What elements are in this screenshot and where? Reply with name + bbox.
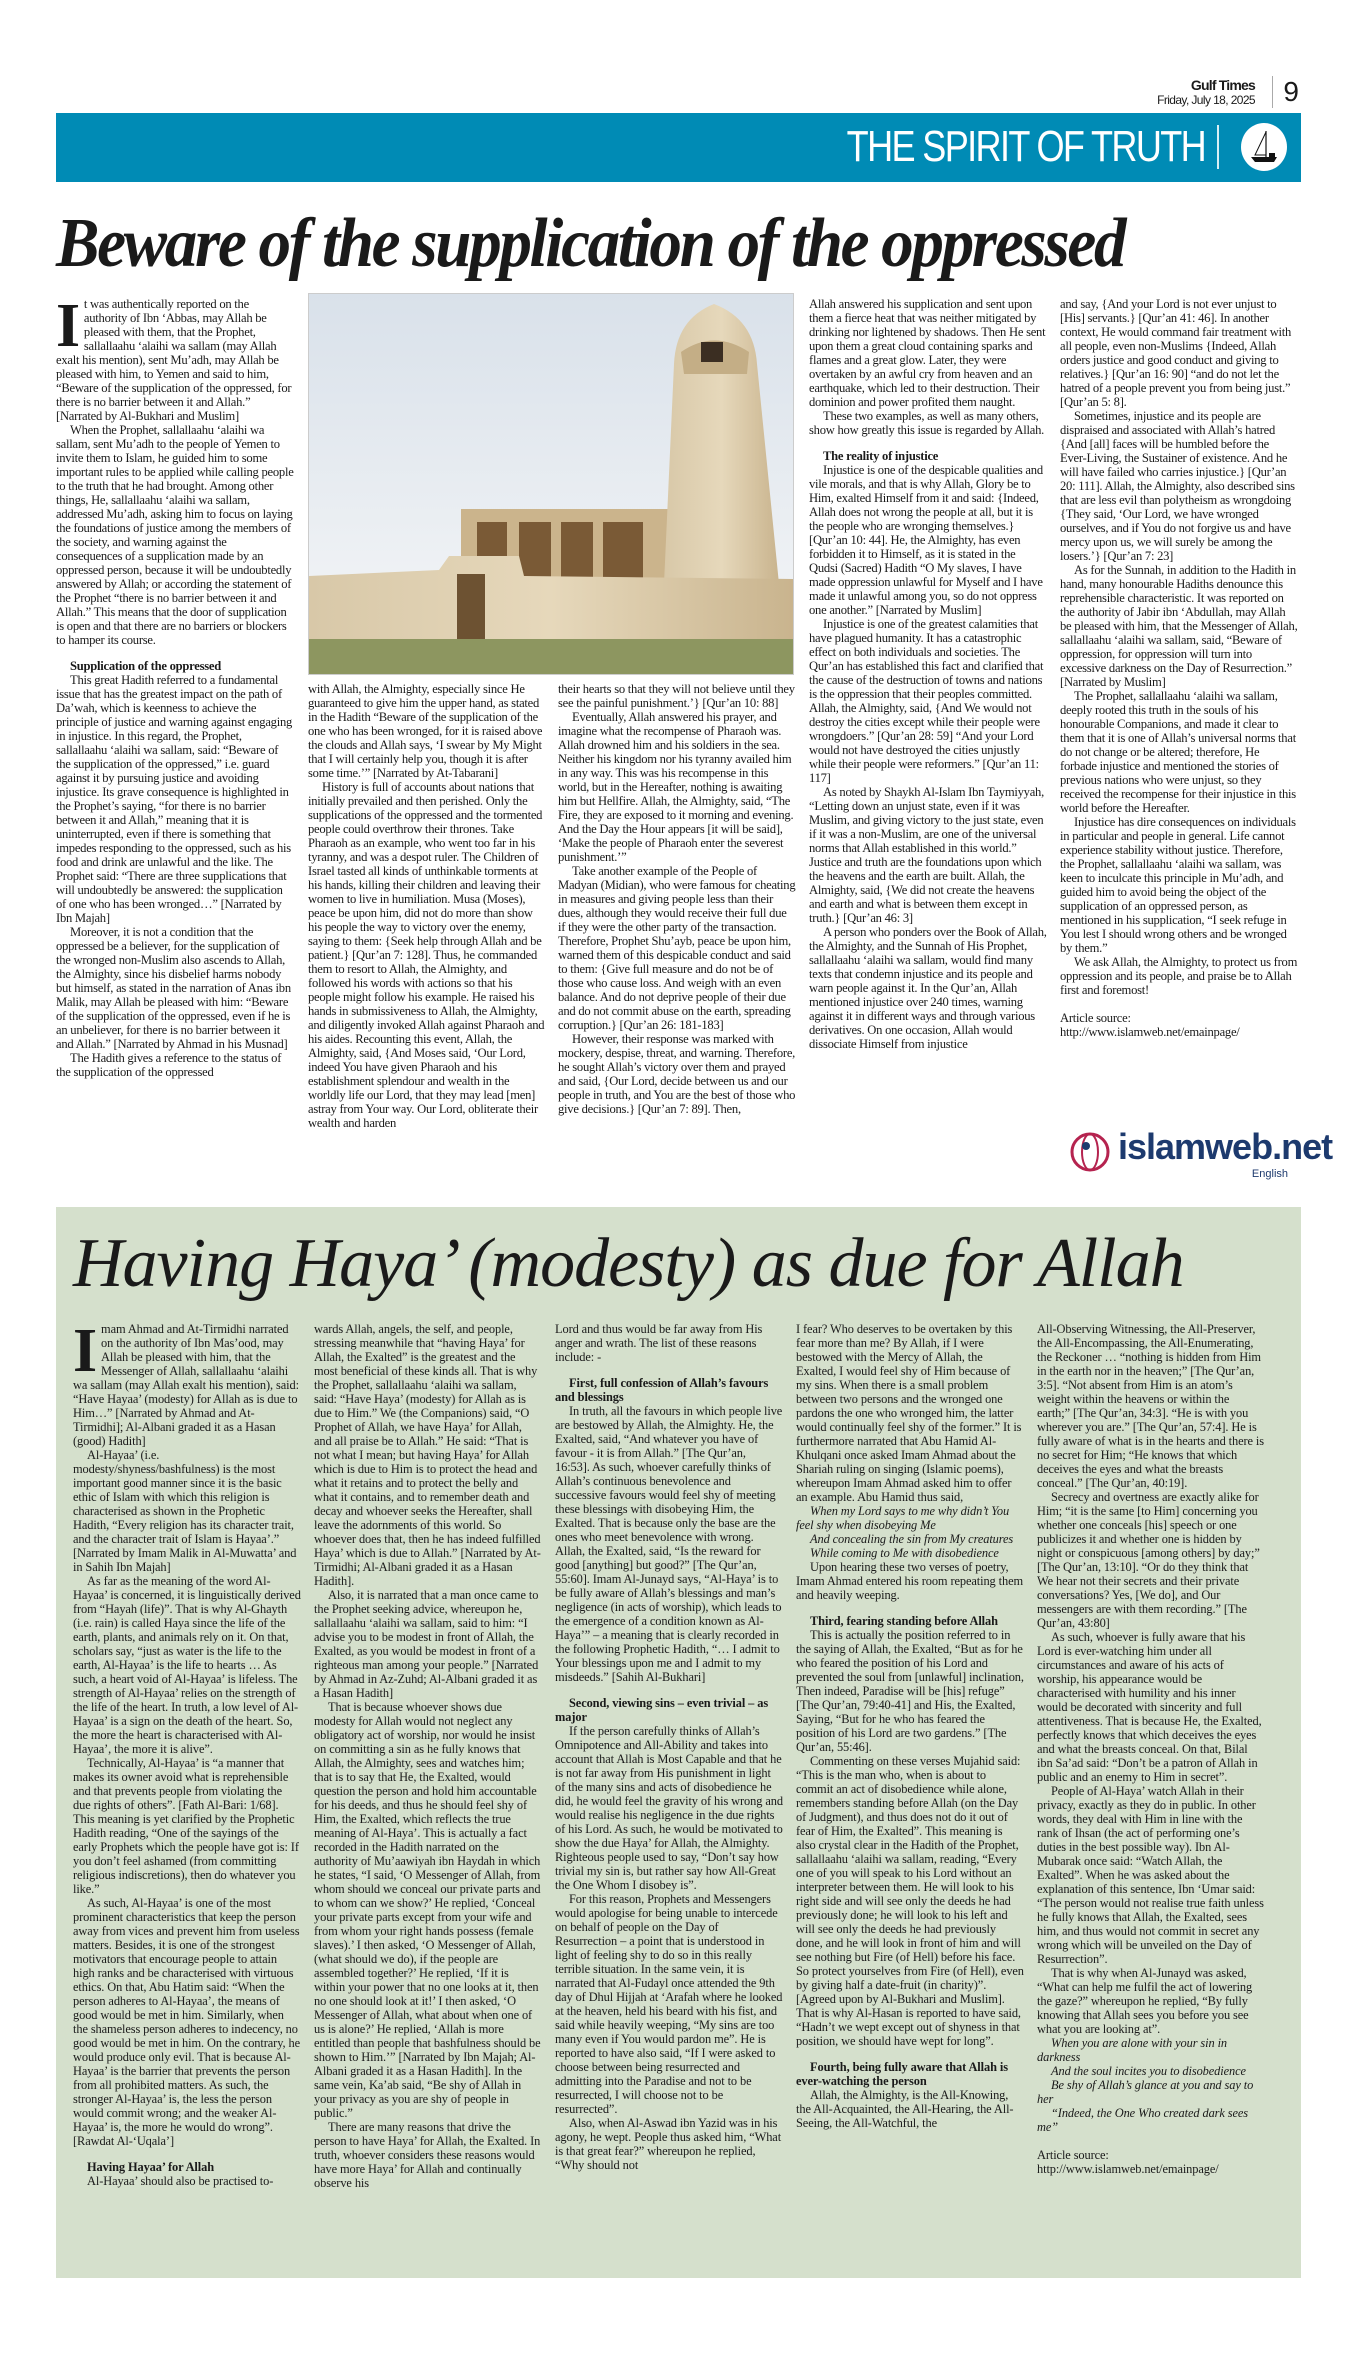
- dhow-boat-icon: [1241, 123, 1287, 171]
- paragraph-continued: I fear? Who deserves to be overtaken by this fear more than me? By Allah, if I were bestowed with the Mercy of Allah, the Exalted, I would feel shy of Him because of my sins. When there is a small problem between two persons and the wronged one pardons the one who wronged him, the latter would continually feel shy of the former.” It is furthermore narrated that Abu Hamid Al-Khulqani once asked Imam Ahmad about the Shariah ruling on singing (Islamic poems), whereupon Imam Ahmad asked him to offer an example. Abu Hamid thus said,: [796, 1322, 1022, 1504]
- paragraph: That is because whoever shows due modesty for Allah would not neglect any obligatory act of worship, nor would he insist on committing a sin as he fully knows that Allah, the Almighty, sees and watches him; that is to say that He, the Exalted, would question the person and hold him accountable for his deeds, and thus he should feel shy of Him, the Exalted, which reflects the true meaning of Al-Haya’. This is actually a fact recorded in the Hadith narrated on the authority of Mu’aawiyah ibn Haydah in which he states, “I said, ‘O Messenger of Allah, from whom should we conceal our private parts and to whom can we show?’ He replied, ‘Conceal your private parts except from your wife and from whom your right hands possess (female slaves).’ I then asked, ‘O Messenger of Allah, (what should we do), if the people are assembled together?’ He replied, ‘If it is within your power that no one looks at it, then no one should look at it!’ I then asked, ‘O Messenger of Allah, what about when one of us is alone?’ He replied, ‘Allah is more entitled than people that bashfulness should be shown to Him.’” [Narrated by Ibn Majah; Al-Albani graded it as a Hasan Hadith]. In the same vein, Ka’ab said, “Be shy of Allah in your privacy as you are shy of people in public.”: [314, 1700, 541, 2120]
- paragraph: Also, when Al-Aswad ibn Yazid was in his agony, he wept. People thus asked him, “What is that great fear?” whereupon he replied, “Why should not: [555, 2116, 782, 2172]
- paragraph: A person who ponders over the Book of Allah, the Almighty, and the Sunnah of His Prophet, sallallaahu ‘alaihi wa sallam, would find many texts that condemn injustice and its people and warn people against it. In the Qur’an, Allah mentioned injustice over 240 times, warning against it in different ways and through various derivatives. On one occasion, Allah would dissociate Himself from injustice: [809, 925, 1047, 1051]
- paragraph: As such, Al-Hayaa’ is one of the most prominent characteristics that keep the person away from vices and prevent him from useless matters. Besides, it is one of the strongest motivators that encourage people to attain high ranks and be characterised with virtuous ethics. On that, Abu Hatim said: “When the person adheres to Al-Hayaa’, the means of good would be met in him. Similarly, when the shameless person adheres to indecency, no good would be met in him. On the contrary, he would produce only evil. That is because Al-Hayaa’ is the barrier that prevents the person from all prohibited matters. As such, the stronger Al-Hayaa’ is, the less the person would commit wrong; and the weaker Al-Hayaa’ is, the more he would do wrong”. [Rawdat Al-‘Uqala’]: [73, 1896, 300, 2148]
- article-1-column-4: [809, 297, 1047, 1190]
- article-1-column-2: [308, 682, 546, 1190]
- paragraph: Al-Hayaa’ should also be practised to-: [87, 2174, 274, 2188]
- poem-verse: When you are alone with your sin in darkness: [1037, 2036, 1228, 2064]
- paragraph-continued: and say, {And your Lord is not ever unjust to [His] servants.} [Qur’an 41: 46]. In another context, He would command fair treatment with all people, even non-Muslims {Indeed, Allah orders justice and good conduct and giving to relatives.} [Qur’an 16: 90] “and do not let the hatred of a people prevent you from being just.” [Qur’an 5: 8].: [1060, 297, 1292, 409]
- logo-subtext: English: [1251, 1168, 1288, 1180]
- article-2-column-3: [555, 1322, 783, 2267]
- paragraph: As noted by Shaykh Al-Islam Ibn Taymiyyah, “Letting down an unjust state, even if it was Muslim, and giving victory to the just state, even if it was a non-Muslim, are one of the universal norms that Allah established in this world.” Justice and truth are the foundations upon which the heavens and the earth are built. Allah, the Almighty, said, {We did not create the heavens and earth and what is between them except in truth.} [Qur’an 46: 3]: [809, 785, 1044, 925]
- article-1-headline: Beware of the supplication of the oppressed: [56, 205, 1125, 282]
- paragraph: Al-Hayaa’ (i.e. modesty/shyness/bashfulness) is the most important good manner since it is the basic ethic of Islam with which this religion is characterised as shown in the Prophetic Hadith, “Every religion has its character trait, and the character trait of Islam is Hayaa’.” [Narrated by Imam Malik in Al-Muwatta’ and in Sahih Ibn Majah]: [73, 1448, 297, 1574]
- paragraph: That is why when Al-Junayd was asked, “What can help me fulfil the act of lowering the gaze?” whereupon he replied, “By fully knowing that Allah sees you before you see what you are looking at”.: [1037, 1966, 1253, 2036]
- logo-text: islamweb.net: [1118, 1126, 1333, 1167]
- section-banner: [56, 113, 1301, 182]
- article-source: Article source: http://www.islamweb.net/emainpage/: [1060, 1011, 1240, 1039]
- paragraph: As for the Sunnah, in addition to the Hadith in hand, many honourable Hadiths denounce this reprehensible characteristic. It was reported on the authority of Jabir ibn ‘Abdullah, may Allah be pleased with him, that the Messenger of Allah, sallallaahu ‘alaihi wa sallam, said, “Beware of oppression, for oppression will turn into excessive darkness on the Day of Resurrection.” [Narrated by Muslim]: [1060, 563, 1298, 689]
- paragraph-continued: their hearts so that they will not believe until they see the painful punishment.’} [Qur’an 10: 88]: [558, 682, 795, 710]
- paragraph: However, their response was marked with mockery, despise, threat, and warning. Therefore, he sought Allah’s victory over them and prayed and said, {Our Lord, decide between us and our people in truth, and You are the best of those who give decisions.} [Qur’an 7: 89]. Then,: [558, 1032, 796, 1116]
- islamweb-globe-icon: [1066, 1128, 1114, 1172]
- paragraph-continued: All-Observing Witnessing, the All-Preserver, the All-Encompassing, the All-Enumerating, the Reckoner … “nothing is hidden from Him in the earth nor in the heaven;” [The Qur’an, 3:5]. “Not absent from Him is an atom’s weight within the heavens or within the earth;” [The Qur’an, 34:3]. “He is with you wherever you are.” [The Qur’an, 57:4]. He is fully aware of what is in the hearts and there is no secret for Him; “He knows that which deceives the eyes and what the breasts conceal.” [The Qur’an, 40:19].: [1037, 1322, 1265, 1490]
- paragraph: The Prophet, sallallaahu ‘alaihi wa sallam, deeply rooted this truth in the souls of his honourable Companions, and made it clear to them that it is one of Allah’s universal norms that do not change or be altered; therefore, He forbade injustice and mentioned the stories of previous nations who were unjust, so they received the recompense for their injustice in this world before the Hereafter.: [1060, 689, 1296, 815]
- paragraph-continued: Allah answered his supplication and sent upon them a fierce heat that was neither mitigated by drinking nor lightened by shadows. Then He sent upon them a great cloud containing sparks and flames and a great glow. Later, they were overtaken by an awful cry from heaven and an earthquake, which led to their destruction. Their dominion and power profited them naught.: [809, 297, 1046, 409]
- paragraph: Sometimes, injustice and its people are dispraised and associated with Allah’s hatred {And [all] faces will be humbled before the Ever-Living, the Sustainer of existence. And he will have failed who carries injustice.} [Qur’an 20: 111]. Allah, the Almighty, also described sins that are less evil than polytheism as wrongdoing {They said, ‘Our Lord, we have wronged ourselves, and if You do not forgive us and have mercy upon us, we will surely be among the losers.’} [Qur’an 7: 23]: [1060, 409, 1295, 563]
- article-1-column-5: [1060, 297, 1298, 1122]
- paragraph-continued: with Allah, the Almighty, especially since He guaranteed to give him the upper hand, as stated in the Hadith “Beware of the supplication of the one who has been wronged, for it is raised above the clouds and Allah says, ‘I swear by My Might that I will certainly help you, though it is after some time.’” [Narrated by At-Tabarani]: [308, 682, 543, 780]
- subheading: Third, fearing standing before Allah: [810, 1614, 998, 1628]
- paragraph: The Hadith gives a reference to the status of the supplication of the oppressed: [56, 1051, 282, 1079]
- section-title: THE SPIRIT OF TRUTH: [846, 122, 1205, 171]
- subheading: Supplication of the oppressed: [70, 659, 222, 673]
- paragraph: Moreover, it is not a condition that the oppressed be a believer, for the supplication of the wronged non-Muslim also ascends to Allah, the Almighty, since his disbelief harms nobody but himself, as stated in the narration of Anas ibn Malik, may Allah be pleased with him: “Beware of the supplication of the oppressed, even if he is an unbeliever, for there is no barrier between it and Allah.” [Narrated by Ahmad in his Musnad]: [56, 925, 291, 1051]
- poem-verse: While coming to Me with disobedience: [810, 1546, 999, 1560]
- paragraph: Commenting on these verses Mujahid said: “This is the man who, when is about to commit an act of disobedience while alone, remembers standing before Allah (on the Day of Judgment), and thus does not do it out of fear of Him, the Exalted”. This meaning is also crystal clear in the Hadith of the Prophet, sallallaahu ‘alaihi wa sallam, reading, “Every one of you will speak to his Lord without an interpreter between them. He will look to his right side and will see only the deeds he had previously done; he will look to his left and will see only the deeds he had previously done, and he will look in front of him and will see nothing but Fire (of Hell) before his face. So protect yourselves from Fire (of Hell), even by giving half a date-fruit (in charity)”. [Agreed upon by Al-Bukhari and Muslim]. That is why Al-Hasan is reported to have said, “Hadn’t we wept except out of shyness in that position, we should have wept for long”.: [796, 1754, 1024, 2048]
- paragraph: In truth, all the favours in which people live are bestowed by Allah, the Almighty. He, the Exalted, said, “And whatever you have of favour - it is from Allah.” [The Qur’an, 16:53]. As such, whoever carefully thinks of Allah’s continuous benevolence and successive favours would feel shy of meeting these blessings with disobeying Him, the Exalted. That is because only the base are the ones who meet benevolence with wrong. Allah, the Exalted, said, “Is the reward for good [anything] but good?” [The Qur’an, 55:60]. Imam Al-Junayd says, “Al-Haya’ is to be fully aware of Allah’s blessings and man’s negligence (in acts of worship), which leads to the emergence of a condition known as Al-Haya’” – a meaning that is clearly recorded in the following Prophetic Hadith, “… I admit to Your blessings upon me and I admit to my misdeeds.” [Sahih Al-Bukhari]: [555, 1404, 783, 1684]
- article-2-column-5: [1037, 1322, 1265, 2267]
- paragraph-continued: wards Allah, angels, the self, and people, stressing meanwhile that “having Haya’ for Allah, the Exalted” is the greatest and the most beneficial of these kinds all. That is why the Prophet, sallallaahu ‘alaihi wa sallam, said: “Have Haya’ (modesty) for Allah as is due to Him.” We (the Companions) said, “O Prophet of Allah, we have Haya’ for Allah, and all praise be to Allah.” He said: “That is not what I mean; but having Haya’ for Allah which is due to Him is to protect the head and what it retains and to protect the belly and what it contains, and to remember death and decay and whoever seeks the Hereafter, shall leave the adornments of this world. So whoever does that, then he has indeed fulfilled Haya’ which is due to Allah.” [Narrated by At-Tirmidhi; Al-Albani graded it as a Hasan Hadith].: [314, 1322, 541, 1588]
- paragraph: This great Hadith referred to a fundamental issue that has the greatest impact on the path of Da’wah, which is keenness to achieve the principle of justice and warning against engaging in injustice. In this regard, the Prophet, sallallaahu ‘alaihi wa sallam, said: “Beware of the supplication of the oppressed,” i.e. guard against it by pursuing justice and avoiding injustice. Its grave consequence is highlighted in the Prophet’s saying, “for there is no barrier between it and Allah,” meaning that it is uninterrupted, even if there is something that impedes responding to the oppressed, such as his food and drink are unlawful and the like. The Prophet said: “There are three supplications that will undoubtedly be answered: the supplication of one who has been wronged…” [Narrated by Ibn Majah]: [56, 673, 293, 925]
- article-2-headline: Having Haya’ (modesty) as due for Allah: [73, 1225, 1184, 1302]
- article-2-column-2: [314, 1322, 542, 2267]
- paragraph: Secrecy and overtness are exactly alike for Him; “it is the same [to Him] concerning you whether one conceals [his] speech or one publicizes it and whether one is hidden by night or conspicuous [among others] by day;” [The Qur’an, 13:10]. “Or do they think that We hear not their secrets and their private conversations? Yes, [We do], and Our messengers are with them recording.” [The Qur’an, 43:80]: [1037, 1490, 1260, 1630]
- poem-verse: “Indeed, the One Who created dark sees me”: [1037, 2106, 1249, 2134]
- subheading: The reality of injustice: [823, 449, 939, 463]
- article-1-column-3: [558, 682, 796, 1190]
- subheading: Having Hayaa’ for Allah: [87, 2160, 215, 2174]
- lead-paragraph: It was authentically reported on the authority of Ibn ‘Abbas, may Allah be pleased with them, that the Prophet, sallallaahu ‘alaihi wa sallam (may Allah exalt his mention), sent Mu’adh, may Allah be pleased with him, to Yemen and said to him, “Beware of the supplication of the oppressed, for there is no barrier between it and Allah.” [Narrated by Al-Bukhari and Muslim]: [56, 297, 292, 423]
- article-2-column-1: [73, 1322, 301, 2267]
- paragraph: Injustice has dire consequences on individuals in particular and people in general. Life cannot experience stability without justice. Therefore, the Prophet, sallallaahu ‘alaihi wa sallam, was keen to inculcate this principle in Mu’adh, and guided him to avoid being the object of the supplication of an oppressed person, as mentioned in his supplication, “I seek refuge in You lest I should wrong others and be wronged by them.”: [1060, 815, 1296, 955]
- article-source: Article source: http://www.islamweb.net/emainpage/: [1037, 2148, 1219, 2176]
- paragraph-continued: Lord and thus would be far away from His anger and wrath. The list of these reasons include: -: [555, 1322, 763, 1364]
- islamweb-logo: [1066, 1126, 1333, 1184]
- paragraph: This is actually the position referred to in the saying of Allah, the Exalted, “But as for he who feared the position of his Lord and prevented the soul from [unlawful] inclination, Then indeed, Paradise will be [his] refuge” [The Qur’an, 79:40-41] and His, the Exalted, Saying, “But for he who has feared the position of his Lord are two gardens.” [The Qur’an, 55:46].: [796, 1628, 1024, 1754]
- paragraph: Injustice is one of the despicable qualities and vile morals, and that is why Allah, Glory be to Him, exalted Himself from it and said: {Indeed, Allah does not wrong the people at all, but it is the people who are wronging themselves.} [Qur’an 10: 44]. He, the Almighty, has even forbidden it to Himself, as it is stated in the Qudsi (Sacred) Hadith “O My slaves, I have made oppression unlawful for Myself and I have made it unlawful among you, so do not oppress one another.” [Narrated by Muslim]: [809, 463, 1043, 617]
- paragraph: As such, whoever is fully aware that his Lord is ever-watching him under all circumstances and aware of his acts of worship, his appearance would be characterised with humility and his inner would be decorated with sincerity and full attentiveness. That is because He, the Exalted, perfectly knows that which deceives the eyes and what the breasts conceal. On that, Bilal ibn Sa’ad said: “Don’t be a patron of Allah in public and an enemy to Him in secret”.: [1037, 1630, 1262, 1784]
- paragraph: Eventually, Allah answered his prayer, and imagine what the recompense of Pharaoh was. Allah drowned him and his soldiers in the sea. Neither his kingdom nor his tyranny availed him in any way. This was his recompense in this world, but in the Hereafter, nothing is awaiting him but Hellfire. Allah, the Almighty, said, “The Fire, they are exposed to it morning and evening. And the Day the Hour appears [it will be said], ‘Make the people of Pharaoh enter the severest punishment.’”: [558, 710, 794, 864]
- poem-verse: And the soul incites you to disobedience: [1051, 2064, 1246, 2078]
- paragraph: Injustice is one of the greatest calamities that have plagued humanity. It has a catastrophic effect on both individuals and societies. The Qur’an has established this fact and clarified that the cause of the destruction of towns and nations is the oppression that their peoples committed. Allah, the Almighty, said, {And We would not destroy the cities except while their people were wrongdoers.” [Qur’an 28: 59] “And your Lord would not have destroyed the cities unjustly while their people were reformers.” [Qur’an 11: 117]: [809, 617, 1044, 785]
- paragraph: Technically, Al-Hayaa’ is “a manner that makes its owner avoid what is reprehensible and that prevents people from violating the due rights of others”. [Fath Al-Bari: 1/68]. This meaning is yet clarified by the Prophetic Hadith reading, “One of the sayings of the early Prophets which the people have got is: If you don’t feel ashamed (from committing religious indiscretions), then do whatever you like.”: [73, 1756, 299, 1896]
- paragraph: As far as the meaning of the word Al-Hayaa’ is concerned, it is linguistically derived from “Hayah (life)”. That is why Al-Ghayth (i.e. rain) is called Haya since the life of the earth, plants, and animals rely on it. On that, scholars say, “just as water is the life to the earth, Al-Hayaa’ is the life to hearts … As such, a heart void of Al-Hayaa’ is lifeless. The strength of Al-Hayaa’ relies on the strength of the life of the heart. In truth, a low level of Al-Hayaa’ is a sign on the death of the heart. So, the more the heart is characterised with Al-Hayaa’, the more it is alive”.: [73, 1574, 301, 1756]
- masthead: [1157, 78, 1255, 107]
- paragraph: Take another example of the People of Madyan (Midian), who were famous for cheating in measures and giving people less than their dues, although they would receive their full due if they were the other party of the transaction. Therefore, Prophet Shu’ayb, peace be upon him, warned them of this despicable conduct and said to them: {Give full measure and do not be of those who cause loss. And weigh with an even balance. And do not deprive people of their due and do not commit abuse on the earth, spreading corruption.} [Qur’an 26: 181-183]: [558, 864, 796, 1032]
- paragraph: Allah, the Almighty, is the All-Knowing, the All-Acquainted, the All-Hearing, the All-Seeing, the All-Watchful, the: [796, 2088, 1014, 2130]
- newspaper-name: Gulf Times: [1190, 77, 1255, 93]
- article-1-column-1: [56, 297, 294, 1190]
- paragraph: These two examples, as well as many others, show how greatly this issue is regarded by Allah.: [809, 409, 1045, 437]
- subheading: Fourth, being fully aware that Allah is ever-watching the person: [796, 2060, 1008, 2088]
- paragraph: We ask Allah, the Almighty, to protect us from oppression and its people, and praise be to Allah first and foremost!: [1060, 955, 1298, 997]
- article-2-column-4: [796, 1322, 1024, 2267]
- paragraph: History is full of accounts about nations that initially prevailed and then perished. Only the supplications of the oppressed and the tormented people could overthrow their thrones. Take Pharaoh as an example, who went too far in his tyranny, and was a despot ruler. The Children of Israel tasted all kinds of unthinkable torments at his hands, killing their children and leaving their women to live in humiliation. Musa (Moses), peace be upon him, did not do more than show his people the way to victory over the enemy, saying to them: {Seek help through Allah and be patient.} [Qur’an 7: 128]. Thus, he commanded them to resort to Allah, the Almighty, and followed his words with actions so that his people might follow his example. He raised his hands in submissiveness to Allah, the Almighty, and diligently invoked Allah against Pharaoh and his aides. Recounting this event, Allah, the Almighty, said, {And Moses said, ‘Our Lord, indeed You have given Pharaoh and his establishment splendour and wealth in the worldly life our Lord, that they may lead [men] astray from Your way. Our Lord, obliterate their wealth and harden: [308, 780, 545, 1130]
- paragraph: When the Prophet, sallallaahu ‘alaihi wa sallam, sent Mu’adh to the people of Yemen to invite them to Islam, he guided him to some important rules to be applied while calling people to the truth that he had brought. Among other things, He, sallallaahu ‘alaihi wa sallam, addressed Mu’adh, asking him to focus on laying the foundations of justice among the members of the society, and warning against the consequences of a supplication made by an oppressed person, because it will be undoubtedly answered by Allah; or according the statement of the Prophet “there is no barrier between it and Allah.” This means that the door of supplication is open and that there are no barriers or blockers to hamper its course.: [56, 423, 294, 647]
- paragraph: There are many reasons that drive the person to have Haya’ for Allah, the Exalted. In truth, whoever considers these reasons would have more Haya’ for Allah and continually observe his: [314, 2120, 541, 2190]
- lead-paragraph: Imam Ahmad and At-Tirmidhi narrated on the authority of Ibn Mas’ood, may Allah be pleased with him, that the Messenger of Allah, sallallaahu ‘alaihi wa sallam (may Allah exalt his mention), said: “Have Hayaa’ (modesty) for Allah as is due to Him…” [Narrated by Ahmad and At-Tirmidhi]; Al-Albani graded it as a Hasan (good) Hadith]: [73, 1322, 299, 1448]
- mosque-minaret-photo: [308, 293, 794, 675]
- paragraph: Upon hearing these two verses of poetry, Imam Ahmad entered his room repeating them and heavily weeping.: [796, 1560, 1024, 1602]
- subheading: Second, viewing sins – even trivial – as major: [555, 1696, 769, 1724]
- poem-verse: Be shy of Allah’s glance at you and say to her: [1037, 2078, 1254, 2106]
- poem-verse: When my Lord says to me why didn’t You feel shy when disobeying Me: [796, 1504, 1010, 1532]
- page-number: 9: [1272, 76, 1299, 108]
- section-divider: [1217, 125, 1219, 169]
- paragraph: For this reason, Prophets and Messengers would apologise for being unable to intercede on behalf of people on the Day of Resurrection – a point that is understood in light of feeling shy to do so in this really terrible situation. In the same vein, it is narrated that Al-Fudayl once attended the 9th day of Dhul Hijjah at ‘Arafah where he looked at the heaven, held his beard with his fist, and said while heavily weeping, “My sins are too many even if You would pardon me”. He is reported to have also said, “If I were asked to choose between being resurrected and admitting into the Paradise and not to be resurrected, I will choose not to be resurrected”.: [555, 1892, 783, 2116]
- paragraph: People of Al-Haya’ watch Allah in their privacy, exactly as they do in public. In other words, they deal with Him in line with the rank of Ihsan (the act of performing one’s duties in the best possible way). Ibn Al-Mubarak once said: “Watch Allah, the Exalted”. When he was asked about the explanation of this sentence, Ibn ‘Umar said: “The person would not realise true faith unless he fully knows that Allah, the Exalted, sees him, and thus would not commit in secret any wrong which will be unveiled on the Day of Resurrection”.: [1037, 1784, 1264, 1966]
- poem-verse: And concealing the sin from My creatures: [810, 1532, 1014, 1546]
- issue-date: Friday, July 18, 2025: [1157, 93, 1255, 107]
- paragraph: If the person carefully thinks of Allah’s Omnipotence and All-Ability and takes into account that Allah is Most Capable and that he is not far away from His punishment in light of the many sins and acts of disobedience he did, he would feel the gravity of his wrong and would realise his negligence in the due rights of his Lord. As such, he would be motivated to show the due Haya’ for Allah, the Almighty. Righteous people used to say, “Don’t say how trivial my sin is, but rather say how All-Great the One Whom I disobey is”.: [555, 1724, 783, 1892]
- paragraph: Also, it is narrated that a man once came to the Prophet seeking advice, whereupon he, sallallaahu ‘alaihi wa sallam, said to him: “I advise you to be modest in front of Allah, the Exalted, as you would be modest in front of a righteous man among your people.” [Narrated by Ahmad in Az-Zuhd; Al-Albani graded it as a Hasan Hadith]: [314, 1588, 539, 1700]
- subheading: First, full confession of Allah’s favours and blessings: [555, 1376, 769, 1404]
